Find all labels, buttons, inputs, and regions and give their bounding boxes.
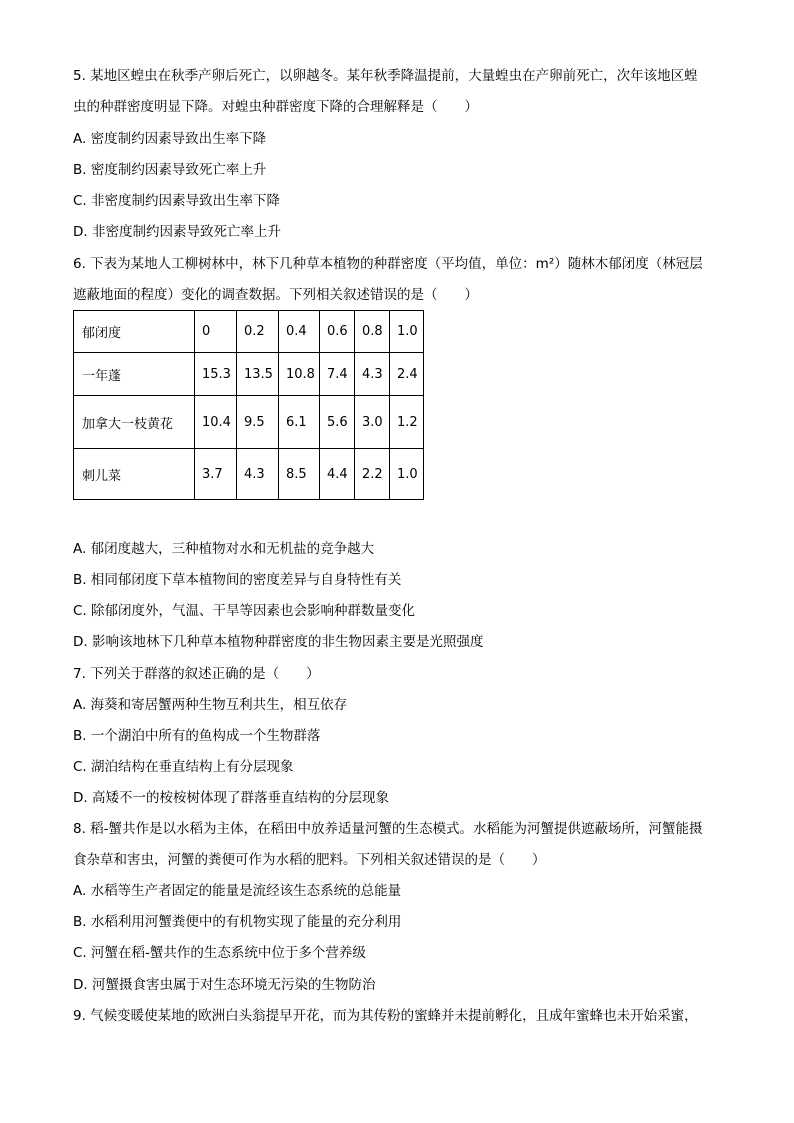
- q8-stem-line1: 8. 稻-蟹共作是以水稻为主体，在稻田中放养适量河蟹的生态模式。水稻能为河蟹提供遮蔽场所，河蟹能摄: [73, 821, 703, 837]
- table-row: [74, 396, 424, 449]
- table-cell: 刺儿菜: [74, 449, 195, 500]
- table-cell: 9.5: [237, 396, 279, 449]
- table-cell: 6.1: [279, 396, 320, 449]
- q8-option-c: C. 河蟹在稻-蟹共作的生态系统中位于多个营养级: [73, 945, 366, 961]
- q6-stem-line2: 遮蔽地面的程度）变化的调查数据。下列相关叙述错误的是（ ）: [73, 287, 478, 303]
- table-header-cell: 0.6: [320, 311, 355, 353]
- table-cell: 加拿大一枝黄花: [74, 396, 195, 449]
- table-cell: 2.2: [355, 449, 390, 500]
- table-cell: 3.7: [195, 449, 237, 500]
- q7-option-a: A. 海葵和寄居蟹两种生物互利共生，相互依存: [73, 697, 348, 713]
- table-cell: 1.2: [390, 396, 424, 449]
- q7-option-d: D. 高矮不一的桉桉树体现了群落垂直结构的分层现象: [73, 790, 389, 806]
- q7-stem: 7. 下列关于群落的叙述正确的是（ ）: [73, 666, 320, 682]
- table-row: [74, 449, 424, 500]
- table-cell: 7.4: [320, 353, 355, 396]
- q6-option-c: C. 除郁闭度外，气温、干旱等因素也会影响种群数量变化: [73, 603, 416, 619]
- table-cell: 4.4: [320, 449, 355, 500]
- table-header-cell: 郁闭度: [74, 311, 195, 353]
- q8-option-b: B. 水稻利用河蟹粪便中的有机物实现了能量的充分利用: [73, 914, 402, 930]
- table-header-row: [74, 311, 424, 353]
- table-header-cell: 1.0: [390, 311, 424, 353]
- q8-option-a: A. 水稻等生产者固定的能量是流经该生态系统的总能量: [73, 883, 402, 899]
- table-cell: 5.6: [320, 396, 355, 449]
- table-cell: 3.0: [355, 396, 390, 449]
- density-table: [73, 310, 424, 500]
- table-header-cell: 0.4: [279, 311, 320, 353]
- q6-option-b: B. 相同郁闭度下草本植物间的密度差异与自身特性有关: [73, 572, 402, 588]
- table-cell: 4.3: [237, 449, 279, 500]
- table-cell: 2.4: [390, 353, 424, 396]
- q5-option-d: D. 非密度制约因素导致死亡率上升: [73, 224, 281, 240]
- q5-stem-line1: 5. 某地区蝗虫在秋季产卵后死亡，以卵越冬。某年秋季降温提前，大量蝗虫在产卵前死亡，次年该地区蝗: [73, 68, 698, 84]
- table-header-cell: 0.2: [237, 311, 279, 353]
- q8-stem-line2: 食杂草和害虫，河蟹的粪便可作为水稻的肥料。下列相关叙述错误的是（ ）: [73, 852, 546, 868]
- table-cell: 1.0: [390, 449, 424, 500]
- q5-stem-line2: 虫的种群密度明显下降。对蝗虫种群密度下降的合理解释是（ ）: [73, 99, 478, 115]
- table-cell: 10.8: [279, 353, 320, 396]
- q6-option-d: D. 影响该地林下几种草本植物种群密度的非生物因素主要是光照强度: [73, 634, 484, 650]
- table-cell: 4.3: [355, 353, 390, 396]
- table-header-cell: 0: [195, 311, 237, 353]
- q5-option-a: A. 密度制约因素导致出生率下降: [73, 131, 267, 147]
- table-cell: 8.5: [279, 449, 320, 500]
- q8-option-d: D. 河蟹摄食害虫属于对生态环境无污染的生物防治: [73, 977, 376, 993]
- table-row: [74, 353, 424, 396]
- q6-stem-line1: 6. 下表为某地人工柳树林中，林下几种草本植物的种群密度（平均值，单位：m²）随林木郁闭度（林冠层: [73, 256, 703, 272]
- q7-option-c: C. 湖泊结构在垂直结构上有分层现象: [73, 759, 294, 775]
- table-cell: 10.4: [195, 396, 237, 449]
- q6-option-a: A. 郁闭度越大，三种植物对水和无机盐的竞争越大: [73, 541, 375, 557]
- table-header-cell: 0.8: [355, 311, 390, 353]
- q5-option-c: C. 非密度制约因素导致出生率下降: [73, 193, 281, 209]
- q9-stem-line1: 9. 气候变暖使某地的欧洲白头翁提早开花，而为其传粉的蜜蜂并未提前孵化，且成年蜜蜂也未开始采蜜，: [73, 1008, 698, 1024]
- table-cell: 一年蓬: [74, 353, 195, 396]
- table-cell: 15.3: [195, 353, 237, 396]
- q5-option-b: B. 密度制约因素导致死亡率上升: [73, 162, 267, 178]
- table-cell: 13.5: [237, 353, 279, 396]
- q7-option-b: B. 一个湖泊中所有的鱼构成一个生物群落: [73, 728, 321, 744]
